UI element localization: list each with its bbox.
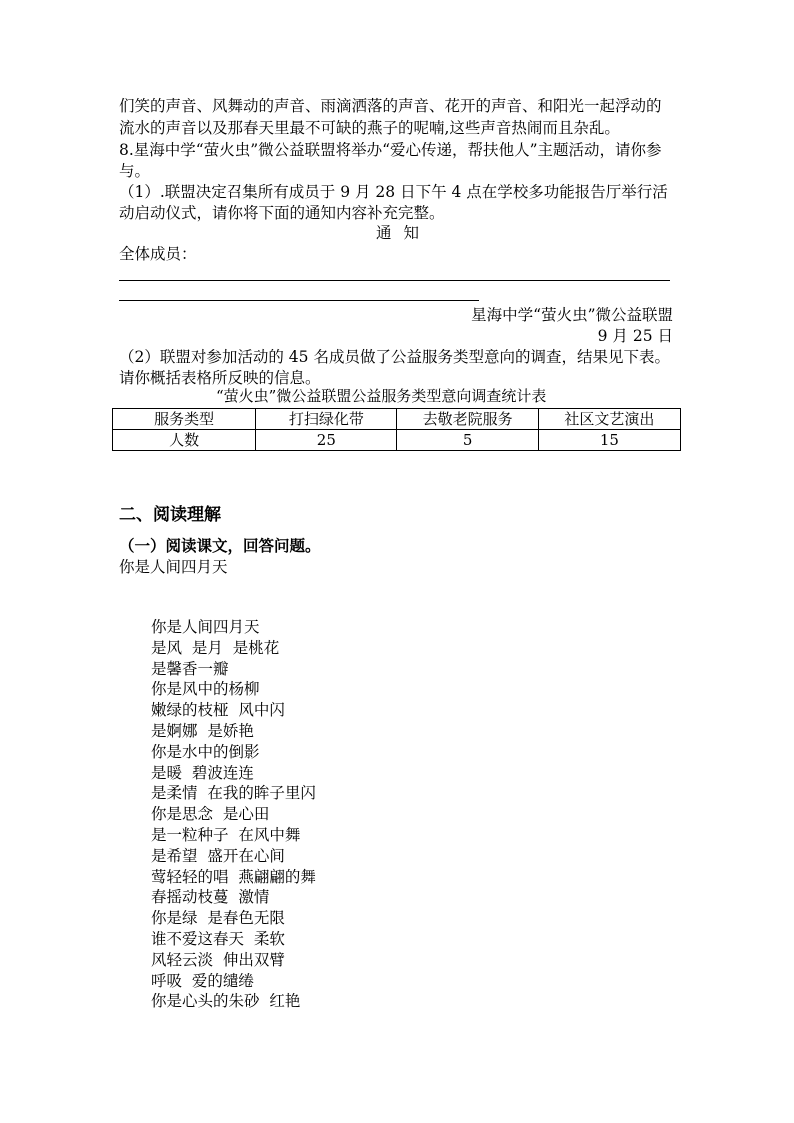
poem-line: 风轻云淡 伸出双臂 <box>151 950 285 969</box>
poem-line: 是婀娜 是娇艳 <box>151 721 254 740</box>
table-cell: 25 <box>256 430 397 451</box>
survey-table <box>112 408 681 451</box>
poem-line: 谁不爱这春天 柔软 <box>151 929 285 948</box>
poem-line: 莺轻轻的唱 燕翩翩的舞 <box>151 867 316 886</box>
intro-line-1: 们笑的声音、风舞动的声音、雨滴洒落的声音、花开的声音、和阳光一起浮动的 <box>119 97 662 115</box>
poem-line: 是暖 碧波连连 <box>151 763 254 782</box>
poem-line: 春摇动枝蔓 激情 <box>151 888 270 907</box>
table-title: “萤火虫”微公益联盟公益服务类型意向调查统计表 <box>216 387 547 405</box>
poem-line: 是馨香一瓣 <box>151 659 229 678</box>
table-header-cell: 社区文艺演出 <box>538 409 680 430</box>
notice-salutation: 全体成员： <box>119 245 197 263</box>
table-row <box>113 430 681 451</box>
question-8-part2-line-2: 请你概括表格所反映的信息。 <box>119 369 321 387</box>
table-header-cell: 服务类型 <box>113 409 256 430</box>
question-8-part1-line-2: 动启动仪式，请你将下面的通知内容补充完整。 <box>119 204 445 222</box>
poem-line: 你是风中的杨柳 <box>151 680 260 699</box>
intro-line-2: 流水的声音以及那春天里最不可缺的燕子的呢喃,这些声音热闹而且杂乱。 <box>119 119 620 137</box>
poem-line: 你是绿 是春色无限 <box>151 909 285 928</box>
notice-blank-line-2 <box>119 300 479 301</box>
poem-line: 你是人间四月天 <box>151 618 260 636</box>
question-8-line-2: 与。 <box>119 162 151 180</box>
poem-line: 是希望 盛开在心间 <box>151 846 285 865</box>
table-cell: 人数 <box>113 430 256 451</box>
notice-date: 9 月 25 日 <box>597 327 673 345</box>
question-8-part1-line-1: （1）.联盟决定召集所有成员于 9 月 28 日下午 4 点在学校多功能报告厅举行活 <box>119 183 668 201</box>
table-header-cell: 去敬老院服务 <box>397 409 538 430</box>
poem-line: 是一粒种子 在风中舞 <box>151 825 301 844</box>
poem-line: 呼吸 爱的缱绻 <box>151 971 254 990</box>
notice-title: 通知 <box>376 224 432 242</box>
poem-line: 嫩绿的枝桠 风中闪 <box>151 701 285 720</box>
poem-title: 你是人间四月天 <box>119 558 228 576</box>
question-8-part2-line-1: （2）联盟对参加活动的 45 名成员做了公益服务类型意向的调查，结果见下表。 <box>119 348 670 366</box>
question-8-line-1: 8.星海中学“萤火虫”微公益联盟将举办“爱心传递，帮扶他人”主题活动，请你参 <box>119 141 662 159</box>
table-header-cell: 打扫绿化带 <box>256 409 397 430</box>
poem-line: 你是水中的倒影 <box>151 742 260 761</box>
notice-signature: 星海中学“萤火虫”微公益联盟 <box>471 306 673 324</box>
poem-body <box>151 617 316 1012</box>
notice-blank-line-1 <box>119 280 670 281</box>
poem-line: 是风 是月 是桃花 <box>151 638 280 657</box>
table-header-row <box>113 409 681 430</box>
section-heading: 二、阅读理解 <box>119 505 221 525</box>
table-cell: 5 <box>397 430 538 451</box>
poem-line: 是柔情 在我的眸子里闪 <box>151 784 316 803</box>
table-cell: 15 <box>538 430 680 451</box>
poem-line: 你是心头的朱砂 红艳 <box>151 992 301 1011</box>
section-subheading: （一）阅读课文，回答问题。 <box>119 536 321 555</box>
poem-line: 你是思念 是心田 <box>151 805 270 824</box>
